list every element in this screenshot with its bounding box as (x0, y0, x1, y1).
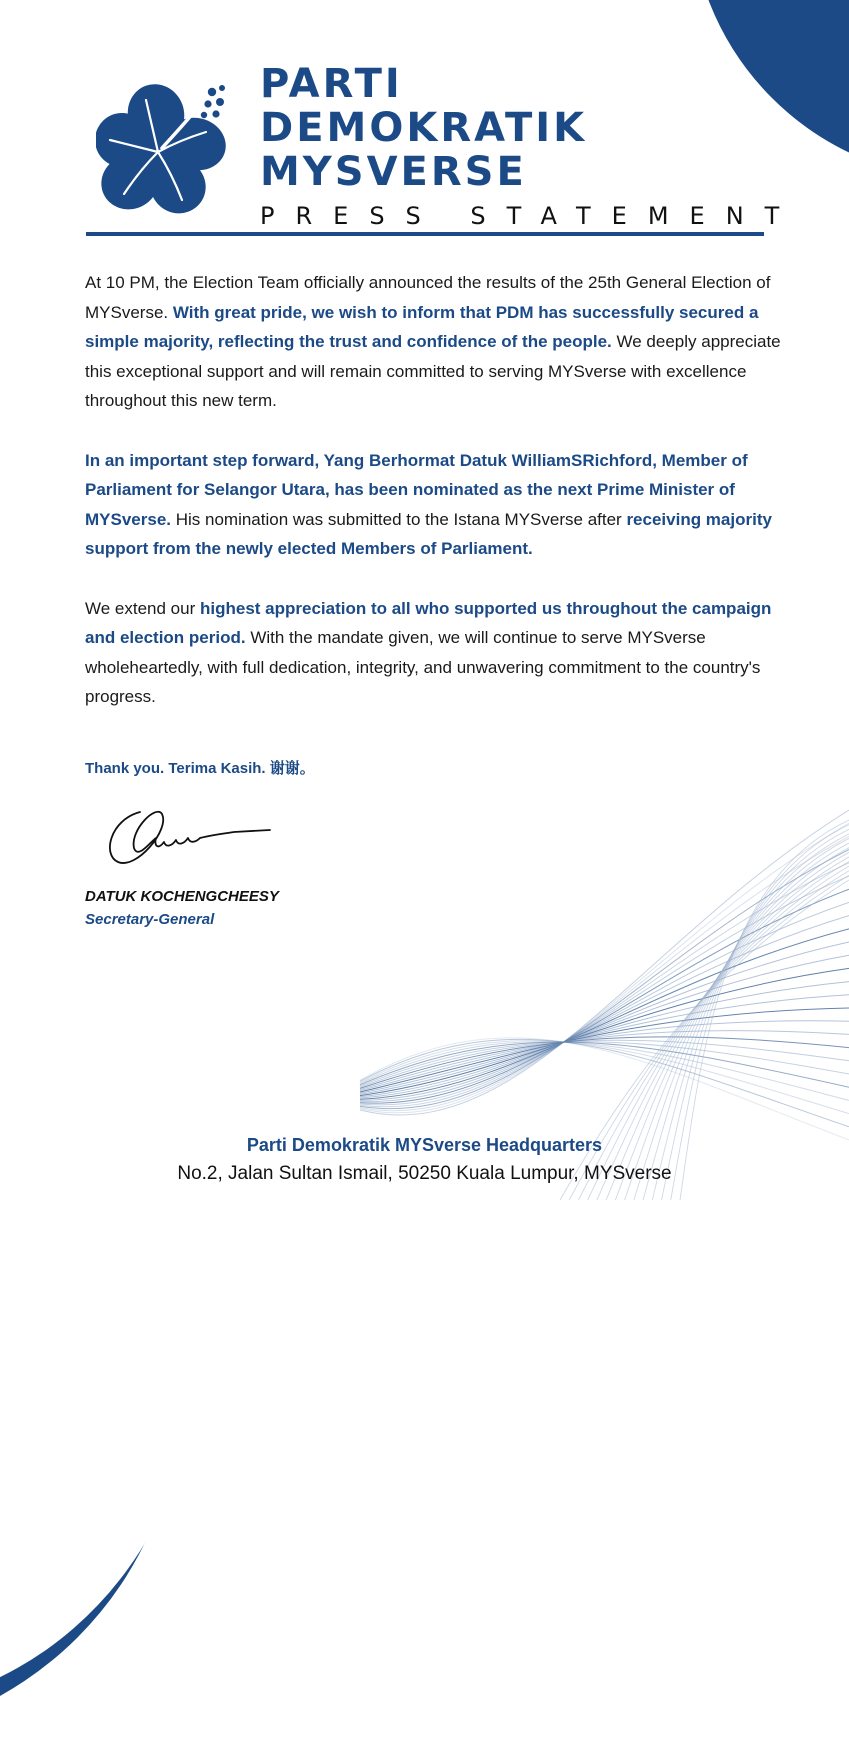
org-name-line: PARTI (260, 61, 403, 107)
wave-line (360, 1031, 849, 1090)
wave-line (360, 1039, 849, 1126)
footer-address: No.2, Jalan Sultan Ismail, 50250 Kuala Lumpur, MYSverse (177, 1163, 672, 1184)
highlight-text: receiving majority support from the newly elected Members of Parliament. (85, 509, 772, 558)
wave-line (360, 1042, 849, 1101)
footer-headquarters-title: Parti Demokratik MYSverse Headquarters (246, 1135, 603, 1155)
corner-decoration-bottom-left-mask (0, 990, 198, 1710)
highlight-text: With great pride, we wish to inform that PDM has successfully secured a simple majority, reflecting the trust and confidence of the people. (85, 302, 759, 351)
wave-line (360, 955, 849, 1097)
paragraph-appreciation (85, 594, 805, 712)
wave-line (360, 876, 849, 1105)
wave-line (360, 968, 849, 1095)
wave-line (360, 916, 849, 1101)
wave-line (360, 850, 849, 1109)
wave-line (360, 823, 849, 1113)
text-run: We deeply appreciate this exceptional support and will remain committed to serving MYSverse with excellence throughout this new term. (85, 332, 781, 410)
wave-line (360, 889, 849, 1103)
signer-name: DATUK KOCHENGCHEESY (85, 888, 279, 905)
wave-line (360, 836, 849, 1110)
paragraph-results (85, 268, 805, 416)
highlight-text: highest appreciation to all who supported us throughout the campaign and election period. (85, 598, 772, 647)
wave-line (360, 863, 849, 1107)
signer-title: Secretary-General (85, 911, 215, 928)
text-run: With the mandate given, we will continue to serve MYSverse wholeheartedly, with full dedication, integrity, and unwavering commitment to the country's progress. (85, 628, 761, 706)
wave-line (360, 810, 849, 1115)
paragraph-nomination (85, 446, 805, 564)
wave-line (360, 942, 849, 1098)
statement-body (85, 268, 805, 742)
text-run: His nomination was submitted to the Istana MYSverse after (171, 509, 627, 529)
document-type-heading: PRESS STATEMENT (260, 202, 801, 230)
text-run: At 10 PM, the Election Team officially announced the results of the 25th General Election of MYSverse. (85, 273, 771, 322)
hibiscus-logo-icon (96, 82, 242, 216)
wave-line (360, 1038, 849, 1140)
corner-decoration-top-right (690, 0, 849, 180)
wave-line (360, 1021, 849, 1091)
org-name-line: MYSVERSE (260, 149, 527, 195)
organization-name (260, 62, 587, 194)
wave-line (360, 929, 849, 1099)
highlight-text: In an important step forward, Yang Berhormat Datuk WilliamSRichford, Member of Parliament for Selangor Utara, has been nominated as the next Prime Minister of MYSverse. (85, 450, 748, 529)
text-run: We extend our (85, 598, 200, 618)
wave-line (360, 1042, 849, 1087)
wave-line (360, 1037, 849, 1089)
wave-line (360, 1008, 849, 1092)
wave-line (360, 1041, 849, 1114)
wave-line (360, 1040, 849, 1087)
org-name-line: DEMOKRATIK (260, 105, 588, 151)
wave-line (360, 902, 849, 1101)
header-divider (86, 232, 764, 236)
handwritten-signature (100, 800, 280, 870)
wave-line (360, 1042, 849, 1086)
closing-thanks: Thank you. Terima Kasih. 谢谢。 (85, 760, 315, 777)
wave-line (360, 982, 849, 1095)
wave-line (360, 995, 849, 1093)
